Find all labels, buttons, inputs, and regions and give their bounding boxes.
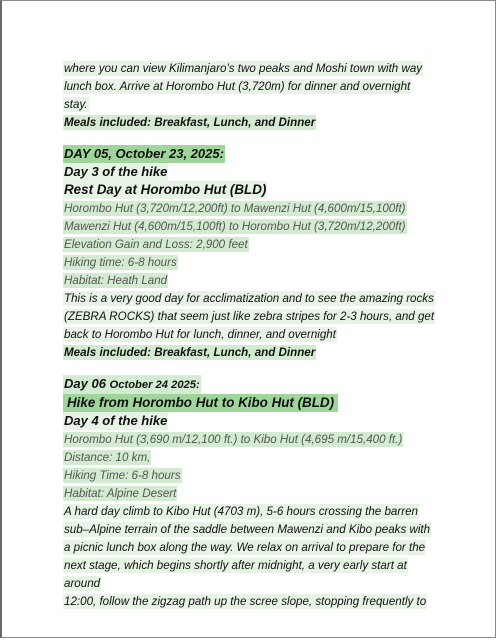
text-line <box>63 520 448 538</box>
heading-line <box>63 412 448 430</box>
text-line <box>63 574 448 592</box>
day5-detail-1: Horombo Hut (3,720m/12,200ft) to Mawenzi Hut (4,600m/15,100ft) <box>64 202 406 215</box>
day6-heading <box>63 375 201 394</box>
day5-detail-2: Mawenzi Hut (4,600m/15,100ft) to Horombo Hut (3,720m/12,200ft) <box>64 220 406 233</box>
intro-line-1: where you can view Kilimanjaro’s two peaks and Moshi town with way <box>64 62 423 75</box>
text-line <box>63 448 448 466</box>
text-line <box>63 307 448 325</box>
text-line <box>63 199 448 217</box>
day5-detail-4: Hiking time: 6-8 hours <box>64 256 177 269</box>
day6-desc-3: a picnic lunch box along the way. We relax on arrival to prepare for the <box>64 541 426 554</box>
text-line <box>63 271 448 289</box>
day5-desc-3: back to Horombo Hut for lunch, dinner, and overnight <box>64 328 336 341</box>
text-line <box>63 556 448 574</box>
day5-desc-2: (ZEBRA ROCKS) that seem just like zebra stripes for 2-3 hours, and get <box>64 310 435 323</box>
day6-subheading: Day 4 of the hike <box>64 413 168 428</box>
day5-meals: Meals included: Breakfast, Lunch, and Dinner <box>64 346 316 359</box>
text-line <box>63 289 448 307</box>
day6-detail-3: Hiking Time: 6-8 hours <box>64 469 181 482</box>
text-line <box>63 502 448 520</box>
itinerary-content <box>63 59 448 610</box>
text-line <box>63 253 448 271</box>
text-line <box>63 466 448 484</box>
day6-desc-1: A hard day climb to Kibo Hut (4703 m), 5-6 hours crossing the barren <box>64 505 418 518</box>
heading-line <box>63 181 448 199</box>
day5-detail-3: Elevation Gain and Loss: 2,900 feet <box>64 238 248 251</box>
day6-desc-5: around <box>64 577 101 590</box>
text-line <box>63 59 448 77</box>
text-line <box>63 343 448 361</box>
day5-heading: DAY 05, October 23, 2025: <box>64 146 224 161</box>
text-line <box>63 430 448 448</box>
heading-line <box>63 375 448 394</box>
text-line <box>63 77 448 95</box>
text-line <box>63 325 448 343</box>
day5-subheading: Day 3 of the hike <box>64 164 168 179</box>
day5-title: Rest Day at Horombo Hut (BLD) <box>64 182 267 197</box>
heading-line <box>63 145 448 163</box>
text-line <box>63 235 448 253</box>
heading-line <box>63 163 448 181</box>
day5-desc-1: This is a very good day for acclimatization and to see the amazing rocks <box>64 292 434 305</box>
day6-detail-4: Habitat: Alpine Desert <box>64 487 177 500</box>
text-line <box>63 484 448 502</box>
day6-desc-6: 12:00, follow the zigzag path up the scree slope, stopping frequently to <box>64 595 427 608</box>
day6-desc-4: next stage, which begins shortly after midnight, a very early start at <box>64 559 407 572</box>
text-line <box>63 95 448 113</box>
text-line <box>63 538 448 556</box>
intro-line-3: stay. <box>64 98 88 111</box>
text-line <box>63 592 448 610</box>
text-line <box>63 217 448 235</box>
day6-heading-day: Day 06 <box>64 376 106 391</box>
day6-detail-1: Horombo Hut (3,690 m/12,100 ft.) to Kibo Hut (4,695 m/15,400 ft.) <box>64 433 403 446</box>
day6-title: Hike from Horombo Hut to Kibo Hut (BLD) <box>63 394 338 412</box>
intro-line-2: lunch box. Arrive at Horombo Hut (3,720m) for dinner and overnight <box>64 80 411 93</box>
day5-detail-5: Habitat: Heath Land <box>64 274 168 287</box>
day6-detail-2: Distance: 10 km, <box>64 451 151 464</box>
heading-line <box>63 394 448 412</box>
day6-desc-2: sub–Alpine terrain of the saddle between Mawenzi and Kibo peaks with <box>64 523 431 536</box>
intro-meals: Meals included: Breakfast, Lunch, and Dinner <box>64 116 316 129</box>
day6-heading-date: October 24 2025: <box>109 379 200 391</box>
text-line <box>63 113 448 131</box>
